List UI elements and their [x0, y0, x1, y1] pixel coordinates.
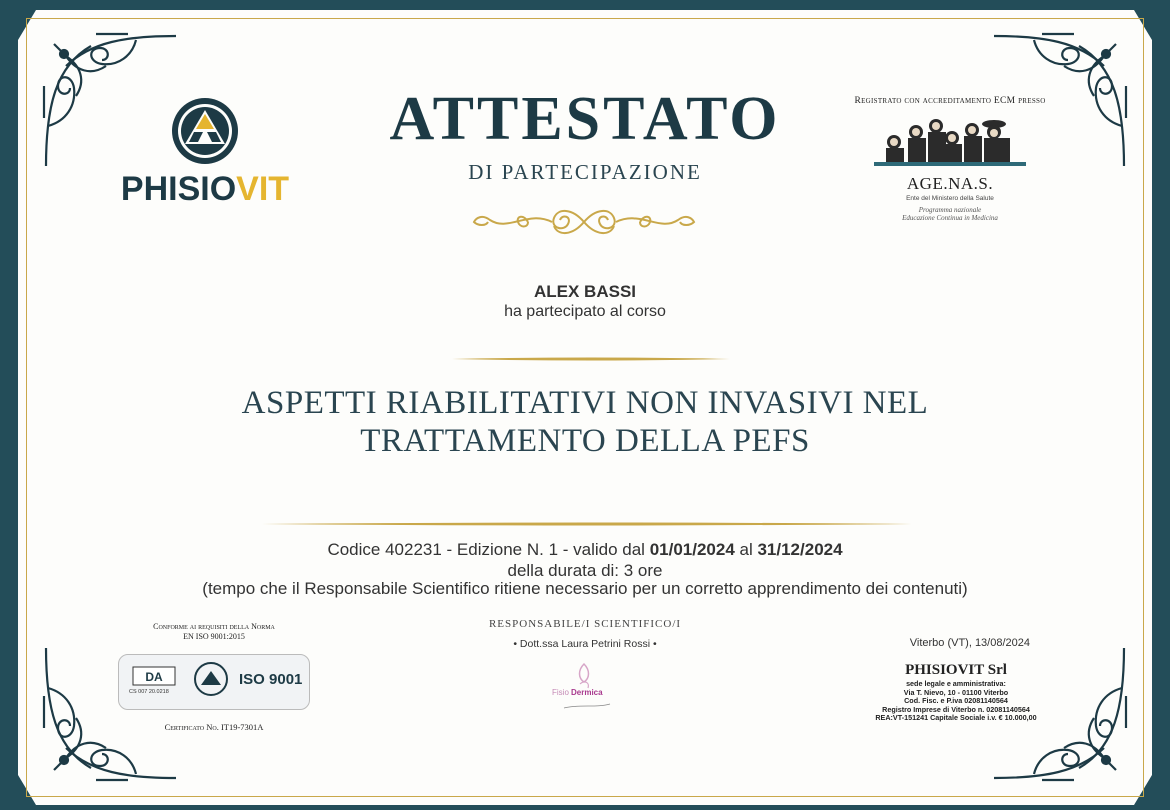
logo-text-phisio: PHISIO [120, 170, 237, 208]
iso-badge-code: CS 007 20.0218 [129, 689, 169, 695]
svg-text:DA: DA [145, 670, 163, 684]
agenas-program-line2: Educazione Continua in Medicina [902, 214, 998, 222]
agenas-painting-image [874, 112, 1026, 172]
course-title [150, 384, 1020, 460]
stamp-line3: Cod. Fisc. e P.iva 02081140564 [904, 696, 1008, 706]
agenas-program-line1: Programma nazionale [918, 206, 982, 214]
phisiovit-logo [110, 96, 300, 209]
fisiodermica-logo [540, 658, 630, 718]
iso-badge-label: ISO 9001 [239, 671, 303, 688]
iso-certification [114, 622, 314, 732]
phisiovit-logo-icon [170, 96, 240, 166]
scientific-responsible-title: RESPONSABILE/I SCIENTIFICO/I [488, 618, 682, 630]
certificate-subtitle: DI PARTECIPAZIONE [468, 160, 702, 184]
valid-from-date: 01/01/2024 [649, 540, 735, 559]
fisiodermica-text-a: Fisio [552, 688, 569, 697]
agenas-name: AGE.NA.S. [906, 174, 994, 193]
gold-divider-top [452, 357, 730, 361]
scientific-responsible-name: • Dott.ssa Laura Petrini Rossi • [513, 638, 657, 650]
stamp-line1: sede legale e amministrativa: [906, 679, 1006, 688]
iso-certificate-number: Certificato No. IT19-7301A [164, 722, 264, 732]
iso-badge [118, 654, 310, 710]
place-and-date: Viterbo (VT), 13/08/2024 [909, 637, 1030, 649]
stamp-company: PHISIOVIT Srl [905, 662, 1007, 678]
scientific-responsible [420, 618, 750, 718]
valid-to-date: 31/12/2024 [757, 540, 843, 559]
certificate-title: ATTESTATO [389, 85, 781, 153]
fisiodermica-text-b: Dermica [571, 688, 603, 697]
participant-name: ALEX BASSI [533, 282, 637, 301]
course-title-line2: TRATTAMENTO DELLA PEFS [360, 423, 810, 459]
stamp-line2: Via T. Nievo, 10 - 01100 Viterbo [903, 687, 1009, 697]
participation-text: ha partecipato al corso [504, 303, 666, 320]
gold-flourish-ornament [468, 204, 700, 240]
agenas-subtitle: Ente del Ministero della Salute [906, 195, 994, 202]
stamp-line5: REA:VT-151241 Capitale Sociale i.v. € 10.000,00 [875, 713, 1037, 723]
logo-text-vit: VIT [236, 170, 290, 208]
agenas-accreditation [840, 96, 1060, 222]
course-duration: della durata di: 3 ore [507, 561, 663, 580]
course-code-line [0, 540, 1170, 560]
iso-norm-line1: Conforme ai requisiti della Norma [153, 622, 275, 631]
date-connector: al [734, 540, 758, 559]
stamp-line4: Registro Imprese di Viterbo n. 02081140564 [882, 704, 1030, 714]
duration-note: (tempo che il Responsabile Scientifico ritiene necessario per un corretto apprendimento dei contenuti) [202, 579, 968, 598]
course-title-line1: ASPETTI RIABILITATIVI NON INVASIVI NEL [241, 385, 929, 421]
company-stamp [858, 662, 1054, 744]
accreditation-note: Registrato con accreditamento ECM presso [854, 96, 1046, 106]
course-code-text: Codice 402231 - Edizione N. 1 - valido dal [327, 540, 650, 559]
gold-divider-bottom [262, 522, 912, 526]
phisiovit-logo-text [110, 170, 300, 209]
iso-norm-line2: EN ISO 9001:2015 [183, 632, 245, 641]
